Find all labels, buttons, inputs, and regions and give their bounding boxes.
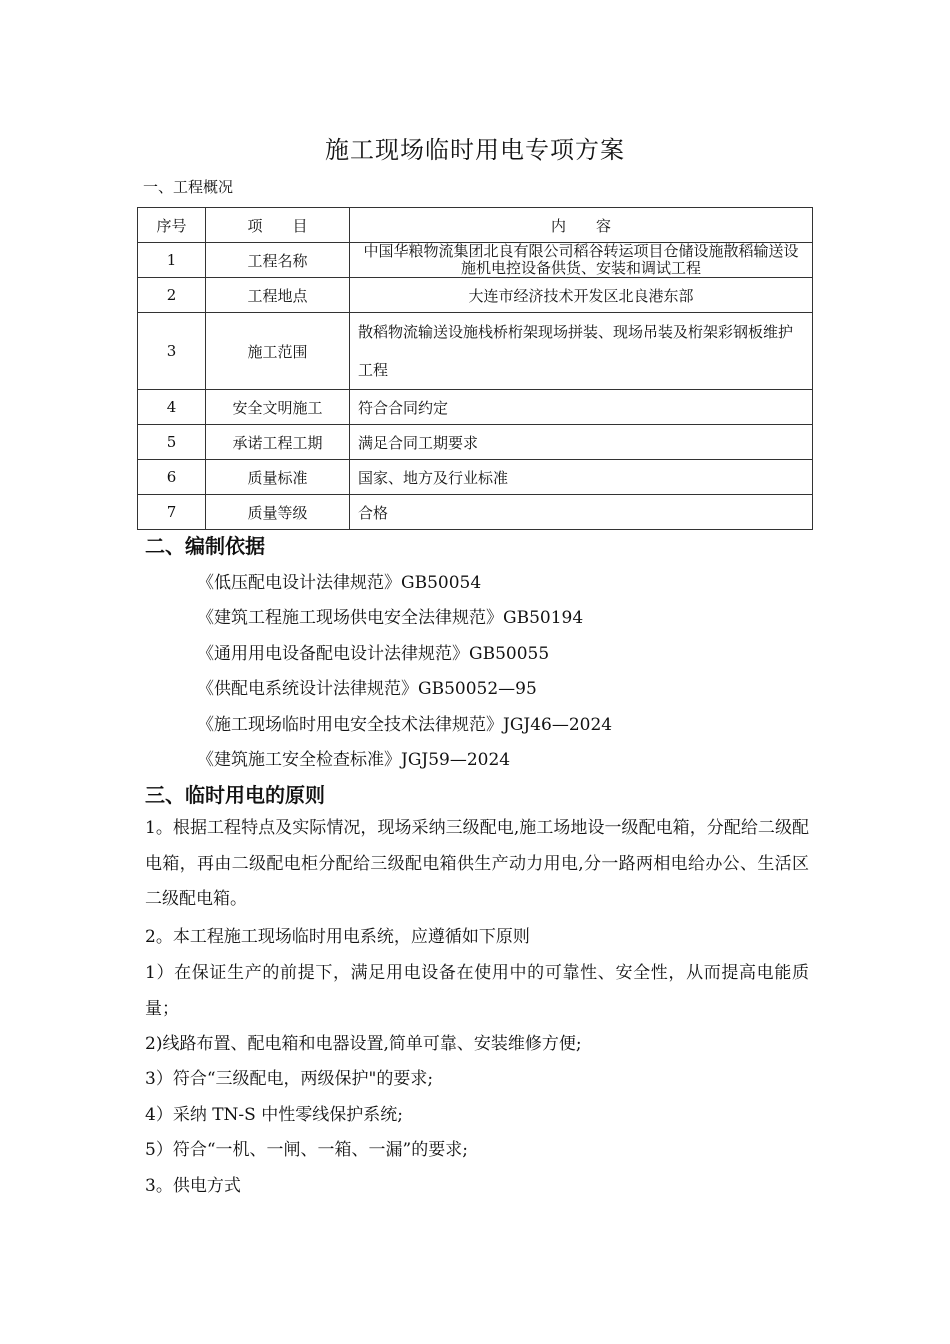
- paragraph: 5）符合“一机、一闸、一箱、一漏”的要求;: [145, 1140, 468, 1160]
- row-item: 承诺工程工期: [206, 425, 350, 460]
- table-row: [138, 313, 813, 390]
- row-no: 6: [138, 460, 206, 495]
- row-content: 合格: [350, 495, 813, 530]
- paragraph: 4）采纳 TN-S 中性零线保护系统;: [145, 1105, 403, 1125]
- row-item: 安全文明施工: [206, 390, 350, 425]
- section-heading-basis: 二、编制依据: [145, 534, 265, 558]
- row-no: 1: [138, 243, 206, 278]
- row-content: 符合合同约定: [350, 390, 813, 425]
- table-row: [138, 460, 813, 495]
- table-row: [138, 425, 813, 460]
- overview-table: [137, 207, 813, 530]
- section-heading-principles: 三、临时用电的原则: [145, 783, 325, 807]
- row-no: 7: [138, 495, 206, 530]
- row-item: 施工范围: [206, 313, 350, 390]
- reference-item: 《施工现场临时用电安全技术法律规范》JGJ46—2024: [197, 715, 613, 735]
- reference-item: 《建筑工程施工现场供电安全法律规范》GB50194: [197, 608, 584, 628]
- row-item: 工程地点: [206, 278, 350, 313]
- table-row: [138, 278, 813, 313]
- row-no: 4: [138, 390, 206, 425]
- section-heading-overview: 一、工程概况: [143, 178, 234, 196]
- paragraph: 1。根据工程特点及实际情况，现场采纳三级配电,施工场地设一级配电箱，分配给二级配电箱，再由二级配电柜分配给三级配电箱供生产动力用电,分一路两相电给办公、生活区二级配电箱。: [145, 818, 809, 909]
- paragraph: 1）在保证生产的前提下，满足用电设备在使用中的可靠性、安全性，从而提高电能质量；: [145, 963, 809, 1019]
- row-content: 中国华粮物流集团北良有限公司稻谷转运项目仓储设施散稻输送设施机电控设备供货、安装和调试工程: [350, 243, 813, 278]
- paragraph: 3。供电方式: [145, 1176, 241, 1196]
- paragraph: 2)线路布置、配电箱和电器设置,简单可靠、安装维修方便;: [145, 1034, 582, 1054]
- reference-item: 《通用用电设备配电设计法律规范》GB50055: [197, 644, 550, 664]
- row-no: 2: [138, 278, 206, 313]
- row-item: 质量标准: [206, 460, 350, 495]
- row-content: 国家、地方及行业标准: [350, 460, 813, 495]
- table-header-row: [138, 208, 813, 243]
- row-item: 质量等级: [206, 495, 350, 530]
- header-item: 项 目: [206, 208, 350, 243]
- paragraph: 2。本工程施工现场临时用电系统，应遵循如下原则: [145, 927, 530, 947]
- reference-item: 《建筑施工安全检查标准》JGJ59—2024: [197, 750, 511, 770]
- row-content: 散稻物流输送设施栈桥桁架现场拼装、现场吊装及桁架彩钢板维护工程: [350, 313, 813, 390]
- row-content: 满足合同工期要求: [350, 425, 813, 460]
- row-no: 3: [138, 313, 206, 390]
- row-item: 工程名称: [206, 243, 350, 278]
- row-content: 大连市经济技术开发区北良港东部: [350, 278, 813, 313]
- paragraph: 3）符合“三级配电，两级保护"的要求;: [145, 1069, 434, 1089]
- reference-item: 《供配电系统设计法律规范》GB50052—95: [197, 679, 537, 699]
- header-content: 内 容: [350, 208, 813, 243]
- page-title: 施工现场临时用电专项方案: [325, 136, 625, 164]
- table-row: [138, 390, 813, 425]
- reference-item: 《低压配电设计法律规范》GB50054: [197, 573, 482, 593]
- row-no: 5: [138, 425, 206, 460]
- table-row: [138, 495, 813, 530]
- header-no: 序号: [138, 208, 206, 243]
- table-row: [138, 243, 813, 278]
